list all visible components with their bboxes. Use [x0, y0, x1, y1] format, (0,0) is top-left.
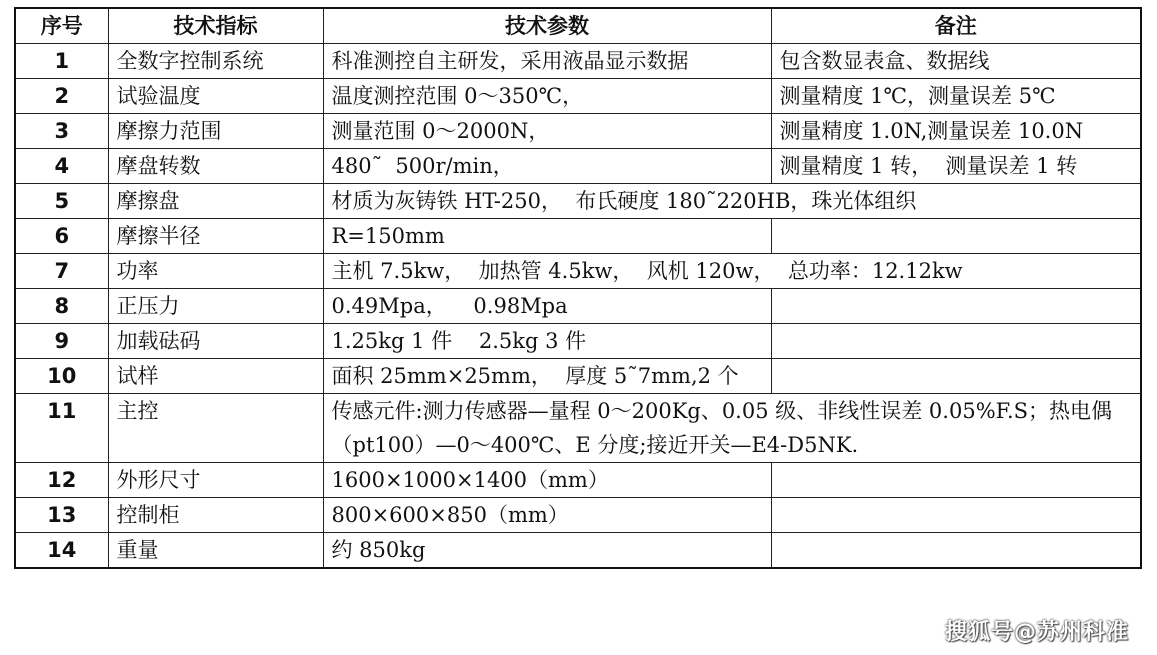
row-param: 材质为灰铸铁 HT-250， 布氏硬度 180˜220HB，珠光体组织: [323, 184, 1141, 219]
row-param: R=150mm: [323, 219, 771, 254]
row-param: 传感元件:测力传感器—量程 0～200Kg、0.05 级、非线性误差 0.05%F.S；热电偶（pt100）—0～400℃、E 分度;接近开关—E4-D5NK.: [323, 394, 1141, 463]
row-item: 正压力: [108, 289, 323, 324]
row-item: 加载砝码: [108, 324, 323, 359]
row-number: 7: [15, 254, 108, 289]
row-number: 3: [15, 114, 108, 149]
table-row: [15, 359, 1141, 394]
row-number: 12: [15, 463, 108, 498]
row-note: [771, 463, 1141, 498]
table-row: [15, 149, 1141, 184]
table-header-row: [15, 8, 1141, 44]
row-param: 800×600×850（mm）: [323, 498, 771, 533]
row-number: 14: [15, 533, 108, 569]
row-item: 试验温度: [108, 79, 323, 114]
header-param: 技术参数: [323, 8, 771, 44]
row-item: 摩擦盘: [108, 184, 323, 219]
row-note: 测量精度 1 转， 测量误差 1 转: [771, 149, 1141, 184]
row-number: 13: [15, 498, 108, 533]
row-param: 面积 25mm×25mm， 厚度 5˜7mm,2 个: [323, 359, 771, 394]
row-note: [771, 533, 1141, 569]
table-row: [15, 533, 1141, 569]
table-row: [15, 44, 1141, 79]
row-param: 约 850kg: [323, 533, 771, 569]
row-number: 10: [15, 359, 108, 394]
row-number: 11: [15, 394, 108, 463]
row-note: [771, 359, 1141, 394]
row-param: 0.49Mpa， 0.98Mpa: [323, 289, 771, 324]
header-item: 技术指标: [108, 8, 323, 44]
table-row: [15, 184, 1141, 219]
row-item: 全数字控制系统: [108, 44, 323, 79]
table-row: [15, 254, 1141, 289]
row-note: [771, 219, 1141, 254]
row-number: 9: [15, 324, 108, 359]
row-number: 4: [15, 149, 108, 184]
row-note: 测量精度 1℃，测量误差 5℃: [771, 79, 1141, 114]
row-note: [771, 324, 1141, 359]
row-param: 主机 7.5kw， 加热管 4.5kw， 风机 120w， 总功率：12.12kw: [323, 254, 1141, 289]
row-note: [771, 498, 1141, 533]
row-item: 摩擦半径: [108, 219, 323, 254]
row-note: 包含数显表盒、数据线: [771, 44, 1141, 79]
row-number: 1: [15, 44, 108, 79]
row-param: 1600×1000×1400（mm）: [323, 463, 771, 498]
row-param: 480˜ 500r/min，: [323, 149, 771, 184]
table-row: [15, 219, 1141, 254]
row-item: 试样: [108, 359, 323, 394]
row-item: 主控: [108, 394, 323, 463]
row-param: 测量范围 0～2000N，: [323, 114, 771, 149]
row-number: 5: [15, 184, 108, 219]
table-row: [15, 79, 1141, 114]
row-number: 8: [15, 289, 108, 324]
row-note: 测量精度 1.0N,测量误差 10.0N: [771, 114, 1141, 149]
row-note: [771, 289, 1141, 324]
row-param: 科准测控自主研发，采用液晶显示数据: [323, 44, 771, 79]
table-row: [15, 498, 1141, 533]
row-param: 温度测控范围 0～350℃，: [323, 79, 771, 114]
row-param: 1.25kg 1 件 2.5kg 3 件: [323, 324, 771, 359]
table-row: [15, 324, 1141, 359]
row-item: 控制柜: [108, 498, 323, 533]
row-item: 重量: [108, 533, 323, 569]
table-row: [15, 463, 1141, 498]
table-row: [15, 394, 1141, 463]
row-item: 摩盘转数: [108, 149, 323, 184]
header-no: 序号: [15, 8, 108, 44]
row-number: 2: [15, 79, 108, 114]
row-number: 6: [15, 219, 108, 254]
row-item: 摩擦力范围: [108, 114, 323, 149]
table-row: [15, 114, 1141, 149]
spec-table: [14, 7, 1142, 569]
header-note: 备注: [771, 8, 1141, 44]
watermark: 搜狐号@苏州科准: [945, 620, 1130, 645]
table-row: [15, 289, 1141, 324]
row-item: 功率: [108, 254, 323, 289]
row-item: 外形尺寸: [108, 463, 323, 498]
